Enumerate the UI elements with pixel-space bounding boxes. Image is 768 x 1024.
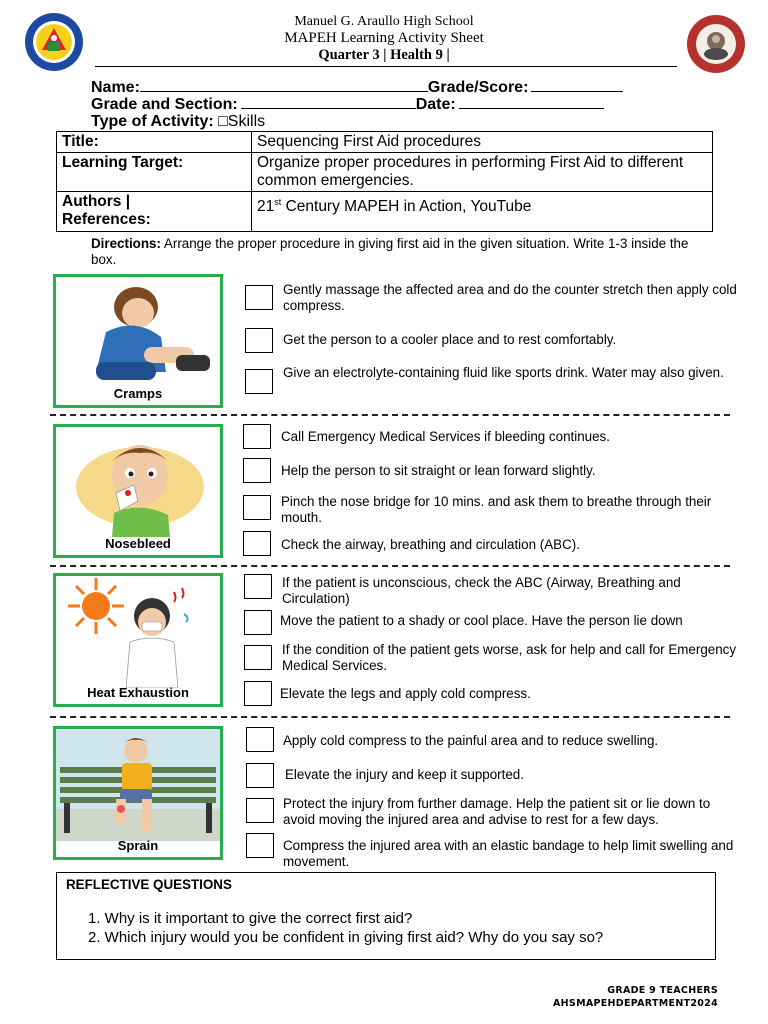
type-label: Type of Activity: — [91, 113, 214, 130]
sprain-step-1: Apply cold compress to the painful area and to reduce swelling. — [283, 733, 659, 748]
heat-step-3-box[interactable] — [244, 645, 272, 670]
sprain-step-4-box[interactable] — [246, 833, 274, 858]
heat-step-1-box[interactable] — [244, 574, 272, 599]
nosebleed-step-2-box[interactable] — [243, 458, 271, 483]
title-row — [57, 132, 713, 153]
heat-exhaustion-caption: Heat Exhaustion — [87, 685, 189, 700]
nosebleed-step-1-box[interactable] — [243, 424, 271, 449]
nosebleed-caption: Nosebleed — [105, 536, 171, 551]
references-century: 21 — [257, 198, 275, 216]
references-value — [252, 192, 713, 232]
name-line[interactable] — [91, 79, 623, 97]
authors-references-label — [57, 192, 252, 232]
sprain-caption: Sprain — [117, 838, 159, 853]
section-divider — [50, 414, 730, 416]
directions — [91, 236, 691, 268]
footer-department: AHSMAPEHDEPARTMENT2024 — [553, 998, 718, 1009]
directions-label: Directions: — [91, 236, 161, 251]
references-row — [57, 192, 713, 232]
heat-step-4: Elevate the legs and apply cold compress. — [280, 686, 531, 701]
division-seal-logo — [24, 12, 84, 72]
heat-exhaustion-image-box — [53, 573, 223, 707]
heat-step-1: If the patient is unconscious, check the ABC (Airway, Breathing and Circulation) — [282, 575, 681, 606]
cramps-step-1-box[interactable] — [245, 285, 273, 310]
nosebleed-step-4: Check the airway, breathing and circulation (ABC). — [281, 537, 580, 552]
sprain-step-1-box[interactable] — [246, 727, 274, 752]
sprain-step-2: Elevate the injury and keep it supported. — [285, 767, 524, 782]
sprain-step-3: Protect the injury from further damage. Help the patient sit or lie down to avoid moving the injured area and advise to rest for a few days. — [283, 796, 711, 827]
cramps-image-box — [53, 274, 223, 408]
section-divider — [50, 716, 730, 718]
nosebleed-step-1: Call Emergency Medical Services if bleeding continues. — [281, 429, 610, 444]
reflective-question-2: 2. Which injury would you be confident in giving first aid? Why do you say so? — [88, 929, 604, 946]
nosebleed-illustration — [56, 427, 220, 539]
nosebleed-step-2: Help the person to sit straight or lean forward slightly. — [281, 463, 596, 478]
target-row — [57, 153, 713, 192]
sprain-step-3-box[interactable] — [246, 798, 274, 823]
cramps-step-2: Get the person to a cooler place and to rest comfortably. — [283, 332, 617, 347]
title-label: Title: — [57, 132, 252, 153]
nosebleed-step-3-box[interactable] — [243, 495, 271, 520]
heat-exhaustion-illustration — [56, 576, 220, 688]
activity-info-table — [56, 131, 713, 232]
target-value: Organize proper procedures in performing First Aid to different common emergencies. — [252, 153, 713, 192]
type-value: □Skills — [218, 113, 266, 130]
date-label: Date: — [415, 96, 456, 113]
cramps-step-3: Give an electrolyte-containing fluid like sports drink. Water may also given. — [283, 365, 724, 380]
nosebleed-image-box — [53, 424, 223, 558]
heat-step-2-box[interactable] — [244, 610, 272, 635]
target-label: Learning Target: — [57, 153, 252, 192]
cramps-illustration — [56, 277, 220, 389]
grade-section-label: Grade and Section: — [91, 96, 238, 113]
grade-score-blank[interactable] — [531, 79, 623, 92]
school-name: Manuel G. Araullo High School — [294, 14, 474, 29]
sprain-illustration — [56, 729, 220, 841]
nosebleed-step-3: Pinch the nose bridge for 10 mins. and ask them to breathe through their mouth. — [281, 494, 712, 525]
reflective-question-1: 1. Why is it important to give the correct first aid? — [88, 910, 413, 927]
quarter-subject: Quarter 3 | Health 9 | — [318, 47, 450, 63]
references-label: References: — [62, 211, 151, 228]
grade-section-blank[interactable] — [241, 96, 416, 109]
footer-teachers: GRADE 9 TEACHERS — [607, 985, 718, 996]
cramps-step-2-box[interactable] — [245, 328, 273, 353]
reflective-questions-title: REFLECTIVE QUESTIONS — [66, 877, 232, 892]
type-line — [91, 113, 265, 131]
name-blank[interactable] — [140, 79, 428, 92]
nosebleed-step-4-box[interactable] — [243, 531, 271, 556]
school-seal-logo — [686, 14, 746, 74]
heat-step-2: Move the patient to a shady or cool place. Have the person lie down — [280, 613, 683, 628]
date-blank[interactable] — [459, 96, 604, 109]
grade-score-label: Grade/Score: — [427, 79, 529, 96]
references-text: Century MAPEH in Action, YouTube — [281, 198, 532, 216]
heat-step-4-box[interactable] — [244, 681, 272, 706]
section-line[interactable] — [91, 96, 604, 114]
cramps-step-3-box[interactable] — [245, 369, 273, 394]
sheet-title: MAPEH Learning Activity Sheet — [284, 30, 484, 46]
heat-step-3: If the condition of the patient gets worse, ask for help and call for Emergency Medical Services. — [282, 642, 737, 673]
cramps-step-1: Gently massage the affected area and do the counter stretch then apply cold compress. — [283, 282, 737, 313]
sprain-step-2-box[interactable] — [246, 763, 274, 788]
sprain-image-box — [53, 726, 223, 860]
header-rule — [95, 66, 677, 67]
cramps-caption: Cramps — [113, 386, 163, 401]
sprain-step-4: Compress the injured area with an elastic bandage to help limit swelling and movement. — [283, 838, 734, 869]
name-label: Name: — [91, 79, 140, 96]
section-divider — [50, 565, 730, 567]
title-value: Sequencing First Aid procedures — [252, 132, 713, 153]
directions-text: Arrange the proper procedure in giving first aid in the given situation. Write 1-3 inside the box. — [91, 236, 689, 267]
references-sup: st — [274, 197, 282, 207]
authors-label: Authors | — [62, 193, 131, 210]
